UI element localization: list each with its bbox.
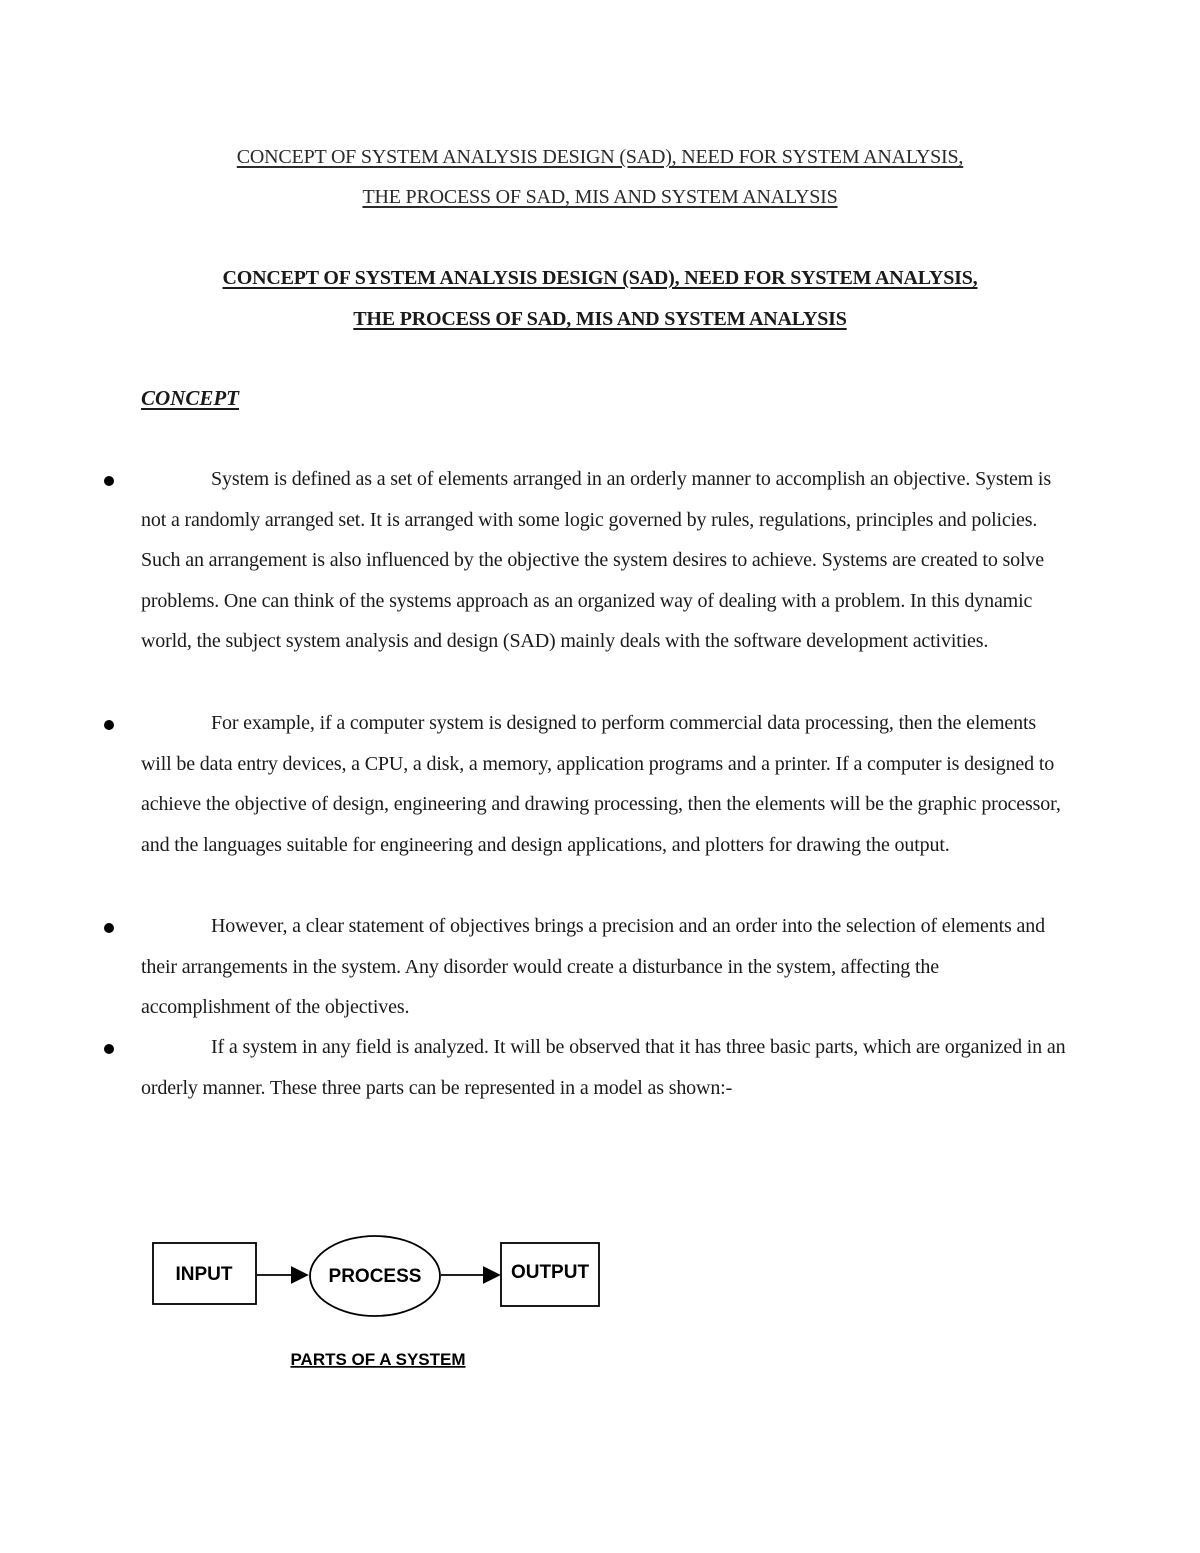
process-label: PROCESS: [328, 1266, 422, 1287]
document-title-line-1: CONCEPT OF SYSTEM ANALYSIS DESIGN (SAD), NEED FOR SYSTEM ANALYSIS,: [236, 146, 964, 168]
bullet-icon: [104, 923, 114, 933]
paragraph-2: For example, if a computer system is designed to perform commercial data processing, then the elements will be data entry devices, a CPU, a disk, a memory, application programs and a printer. If a computer is designed to achieve the objective of design, engineering and drawing processing, then the elements will be the graphic processor, and the languages suitable for engineering and design applications, and plotters for drawing the output.: [141, 712, 1061, 856]
concept-heading: CONCEPT: [141, 386, 240, 410]
bold-title-line-1: CONCEPT OF SYSTEM ANALYSIS DESIGN (SAD), NEED FOR SYSTEM ANALYSIS,: [222, 267, 978, 289]
paragraph-4: If a system in any field is analyzed. It will be observed that it has three basic parts, which are organized in an orderly manner. These three parts can be represented in a model as shown:-: [141, 1036, 1066, 1099]
bullet-icon: [104, 720, 114, 730]
paragraph-3: However, a clear statement of objectives brings a precision and an order into the selection of elements and their arrangements in the system. Any disorder would create a disturbance in the system, affecting the accomplishment of the objectives.: [141, 915, 1045, 1019]
output-label: OUTPUT: [510, 1262, 590, 1283]
bullet-icon: [104, 1044, 114, 1054]
paragraph-1: System is defined as a set of elements arranged in an orderly manner to accomplish an objective. System is not a randomly arranged set. It is arranged with some logic governed by rules, regulations, principles and policies. Such an arrangement is also influenced by the objective the system desires to achieve. Systems are created to solve problems. One can think of the systems approach as an organized way of dealing with a problem. In this dynamic world, the subject system analysis and design (SAD) mainly deals with the software development activities.: [141, 468, 1051, 653]
document-title-line-2: THE PROCESS OF SAD, MIS AND SYSTEM ANALYSIS: [362, 186, 838, 208]
bullet-icon: [104, 476, 114, 486]
system-parts-diagram: [145, 1230, 615, 1380]
bold-title-line-2: THE PROCESS OF SAD, MIS AND SYSTEM ANALYSIS: [353, 308, 847, 330]
input-label: INPUT: [175, 1264, 233, 1285]
diagram-caption: PARTS OF A SYSTEM: [290, 1350, 466, 1369]
